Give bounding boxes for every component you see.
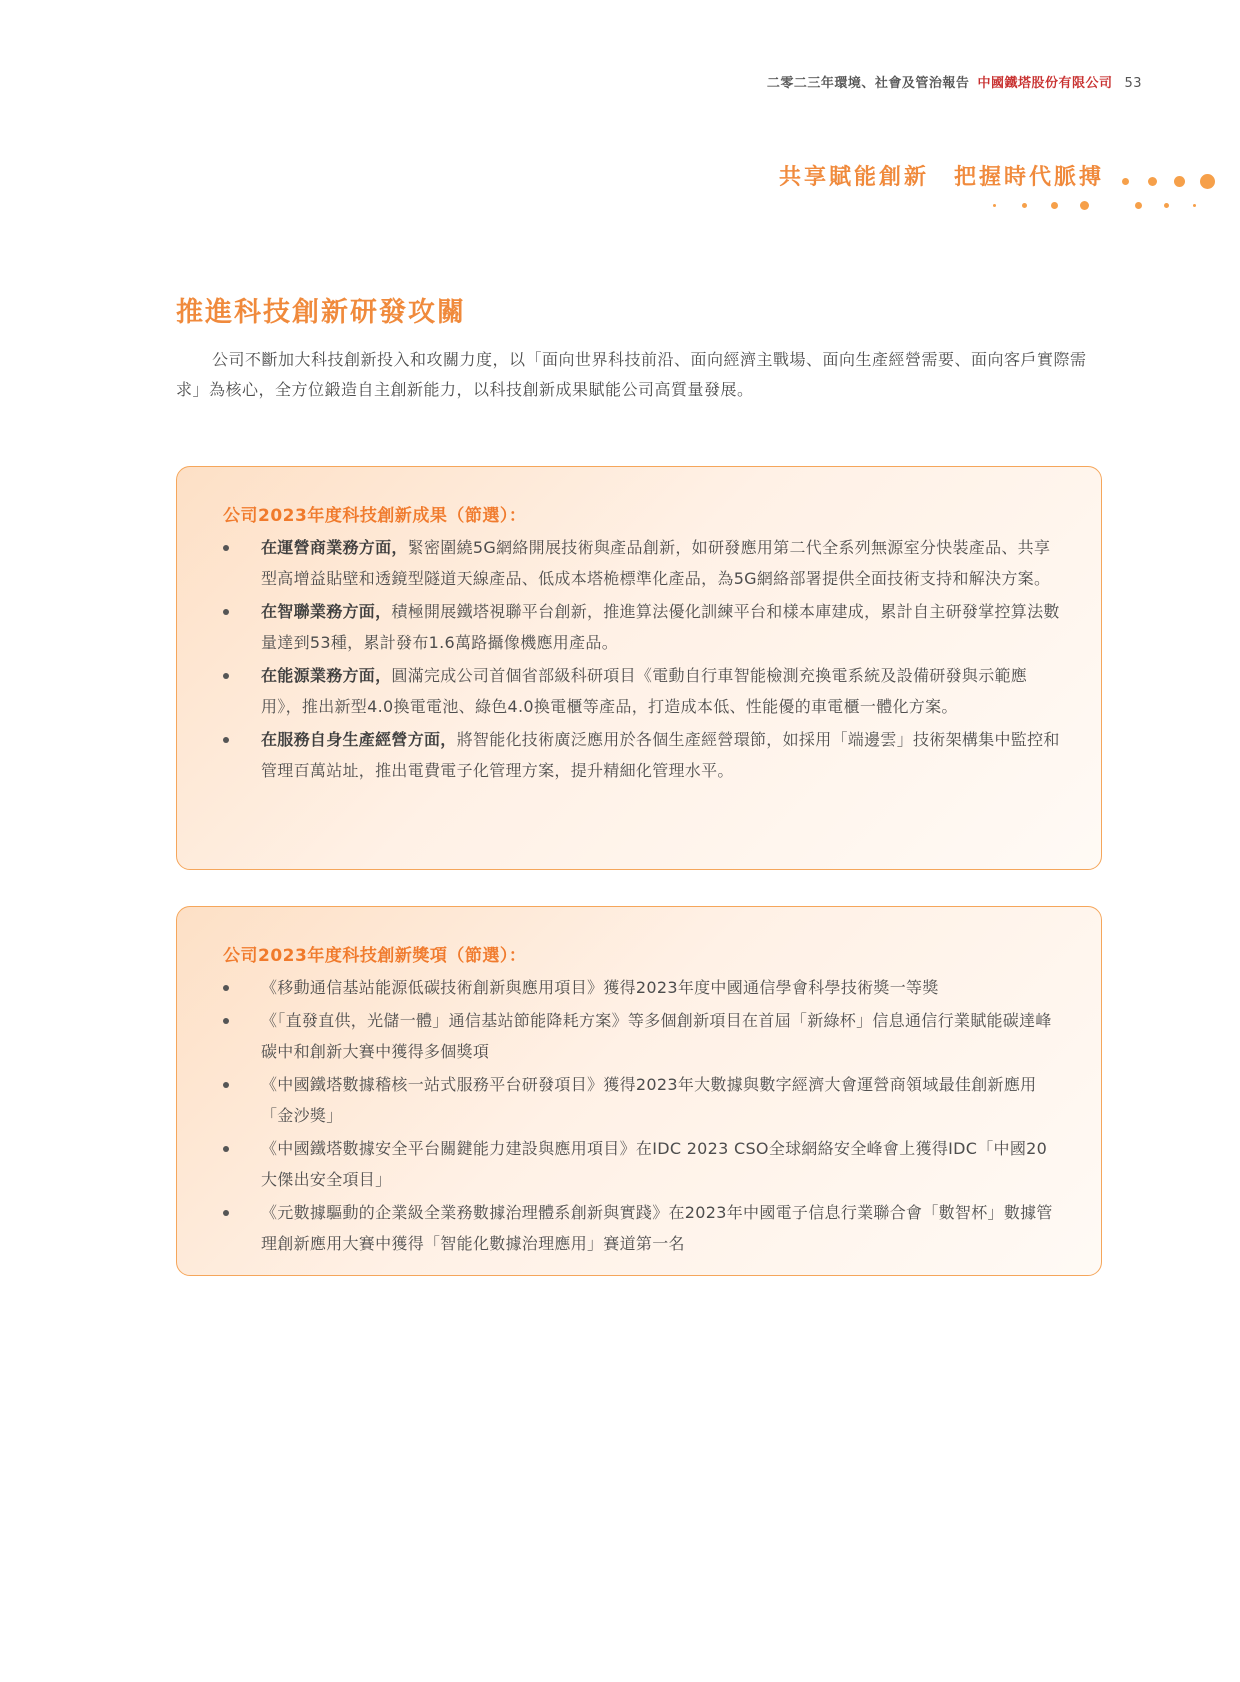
report-title: 二零二三年環境、社會及管治報告	[766, 76, 970, 91]
list-item	[223, 1069, 1061, 1131]
decor-dot	[1135, 202, 1142, 209]
item-text: 《移動通信基站能源低碳技術創新與應用項目》獲得2023年度中國通信學會科學技術獎一等獎	[261, 978, 939, 997]
item-lead: 在服務自身生產經營方面，	[261, 730, 457, 749]
bullet-icon	[223, 545, 229, 551]
decor-dot	[1164, 203, 1169, 208]
list-item	[223, 724, 1061, 786]
page-heading: 推進科技創新研發攻關	[176, 297, 466, 328]
achievements-card	[176, 466, 1102, 870]
awards-title: 公司2023年度科技創新獎項（節選）：	[223, 946, 527, 966]
bullet-icon	[223, 1082, 229, 1088]
company-name: 中國鐵塔股份有限公司	[977, 76, 1113, 91]
decor-dot	[1148, 177, 1157, 186]
item-lead: 在能源業務方面，	[261, 666, 392, 685]
item-text: 《中國鐵塔數據稽核一站式服務平台研發項目》獲得2023年大數據與數字經濟大會運營商領域最佳創新應用「金沙獎」	[261, 1075, 1037, 1125]
bullet-icon	[223, 1146, 229, 1152]
item-text: 圓滿完成公司首個省部級科研項目《電動自行車智能檢測充換電系統及設備研發與示範應用》，推出新型4.0換電電池、綠色4.0換電櫃等產品，打造成本低、性能優的車電櫃一體化方案。	[261, 666, 1028, 716]
intro-paragraph: 公司不斷加大科技創新投入和攻關力度，以「面向世界科技前沿、面向經濟主戰場、面向生產經營需要、面向客戶實際需求」為核心，全方位鍛造自主創新能力，以科技創新成果賦能公司高質量發展。	[176, 350, 1087, 399]
list-item	[223, 1133, 1061, 1195]
bullet-icon	[223, 737, 229, 743]
list-item	[223, 1197, 1061, 1259]
bullet-icon	[223, 609, 229, 615]
list-item	[223, 596, 1061, 658]
decorative-dots	[0, 0, 1240, 230]
decor-dot	[993, 204, 996, 207]
decor-dot	[1022, 203, 1027, 208]
item-lead: 在運營商業務方面，	[261, 538, 408, 557]
item-lead: 在智聯業務方面，	[261, 602, 392, 621]
decor-dot	[1174, 176, 1185, 187]
list-item	[223, 532, 1061, 594]
bullet-icon	[223, 985, 229, 991]
item-text: 緊密圍繞5G網絡開展技術與產品創新，如研發應用第二代全系列無源室分快裝產品、共享型高增益貼壁和透鏡型隧道天線產品、低成本塔桅標準化產品，為5G網絡部署提供全面技術支持和解決方案。	[261, 538, 1051, 588]
running-header	[767, 72, 1142, 91]
decor-dot	[1193, 204, 1196, 207]
achievements-list	[223, 532, 1061, 786]
item-text: 積極開展鐵塔視聯平台創新，推進算法優化訓練平台和樣本庫建成，累計自主研發掌控算法數量達到53種，累計發布1.6萬路攝像機應用產品。	[261, 602, 1060, 652]
achievements-title: 公司2023年度科技創新成果（節選）：	[223, 506, 527, 526]
decor-dot	[1051, 202, 1058, 209]
list-item	[223, 1005, 1061, 1067]
list-item	[223, 972, 1061, 1003]
bullet-icon	[223, 673, 229, 679]
list-item	[223, 660, 1061, 722]
item-text: 《元數據驅動的企業級全業務數據治理體系創新與實踐》在2023年中國電子信息行業聯合會「數智杯」數據管理創新應用大賽中獲得「智能化數據治理應用」賽道第一名	[261, 1203, 1053, 1253]
item-text: 將智能化技術廣泛應用於各個生產經營環節，如採用「端邊雲」技術架構集中監控和管理百萬站址，推出電費電子化管理方案，提升精細化管理水平。	[261, 730, 1060, 780]
item-text: 《中國鐵塔數據安全平台關鍵能力建設與應用項目》在IDC 2023 CSO全球網絡安全峰會上獲得IDC「中國20大傑出安全項目」	[261, 1139, 1048, 1189]
bullet-icon	[223, 1210, 229, 1216]
section-tagline: 共享賦能創新 把握時代脈搏	[778, 165, 1104, 190]
page-number: 53	[1124, 76, 1142, 91]
awards-card	[176, 906, 1102, 1276]
decor-dot	[1122, 178, 1129, 185]
decor-dot	[1200, 174, 1215, 189]
item-text: 《「直發直供，光儲一體」通信基站節能降耗方案》等多個創新項目在首屆「新綠杯」信息通信行業賦能碳達峰碳中和創新大賽中獲得多個獎項	[261, 1011, 1052, 1061]
awards-list	[223, 972, 1061, 1259]
decor-dot	[1080, 201, 1089, 210]
bullet-icon	[223, 1018, 229, 1024]
